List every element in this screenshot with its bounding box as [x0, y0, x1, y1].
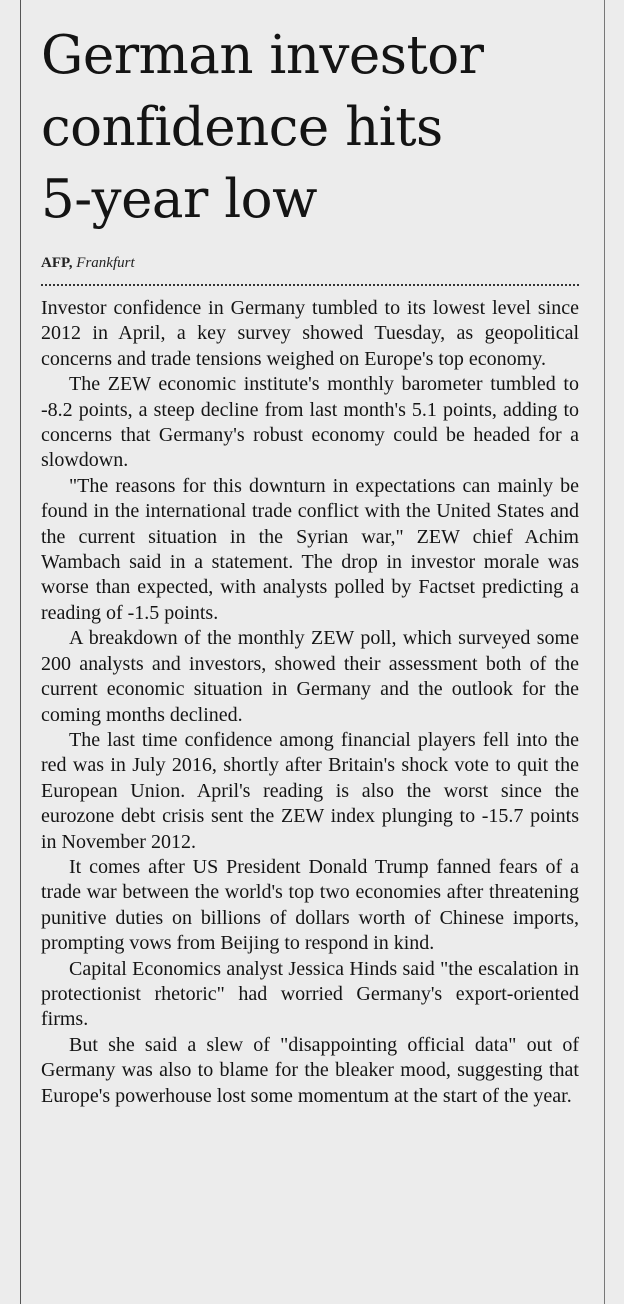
paragraph-2: The ZEW economic institute's monthly barometer tumbled to -8.2 points, a steep decline from last month's 5.1 points, adding to concerns that Germany's robust economy could be headed for a slowdown. [41, 373, 579, 472]
headline [41, 20, 579, 236]
paragraph-1: Investor confidence in Germany tumbled to its lowest level since 2012 in April, a key survey showed Tuesday, as geopolitical concerns and trade tensions weighed on Europe's top economy. [41, 297, 579, 370]
byline [41, 254, 579, 272]
right-column-rule [604, 0, 605, 1304]
byline-location: Frankfurt [76, 255, 135, 271]
left-column-rule [20, 0, 21, 1304]
dotted-separator [41, 284, 579, 286]
paragraph-5: The last time confidence among financial players fell into the red was in July 2016, shortly after Britain's shock vote to quit the European Union. April's reading is also the worst since the eurozone debt crisis sent the ZEW index plunging to -15.7 points in November 2012. [41, 728, 579, 853]
news-article [41, 20, 579, 1109]
paragraph-6: It comes after US President Donald Trump fanned fears of a trade war between the world's top two economies after threatening punitive duties on billions of dollars worth of Chinese imports, prompting vows from Beijing to respond in kind. [41, 855, 579, 955]
headline-line-1: German investor [41, 25, 484, 86]
paragraph-7: Capital Economics analyst Jessica Hinds said "the escalation in protectionist rhetoric" had worried Germany's export-oriented firms. [41, 957, 579, 1031]
headline-line-3: 5-year low [41, 169, 317, 230]
headline-line-2: confidence hits [41, 97, 443, 158]
paragraph-8: But she said a slew of "disappointing official data" out of Germany was also to blame for the bleaker mood, suggesting that Europe's powerhouse lost some momentum at the start of the year. [41, 1033, 579, 1107]
article-body [41, 296, 579, 1109]
paragraph-3: "The reasons for this downturn in expectations can mainly be found in the international trade conflict with the United States and the current situation in the Syrian war," ZEW chief Achim Wambach said in a statement. The drop in investor morale was worse than expected, with analysts polled by Factset predicting a reading of -1.5 points. [41, 474, 579, 624]
paragraph-4: A breakdown of the monthly ZEW poll, which surveyed some 200 analysts and investors, showed their assessment both of the current economic situation in Germany and the outlook for the coming months declined. [41, 627, 579, 726]
byline-agency: AFP, [41, 255, 73, 271]
